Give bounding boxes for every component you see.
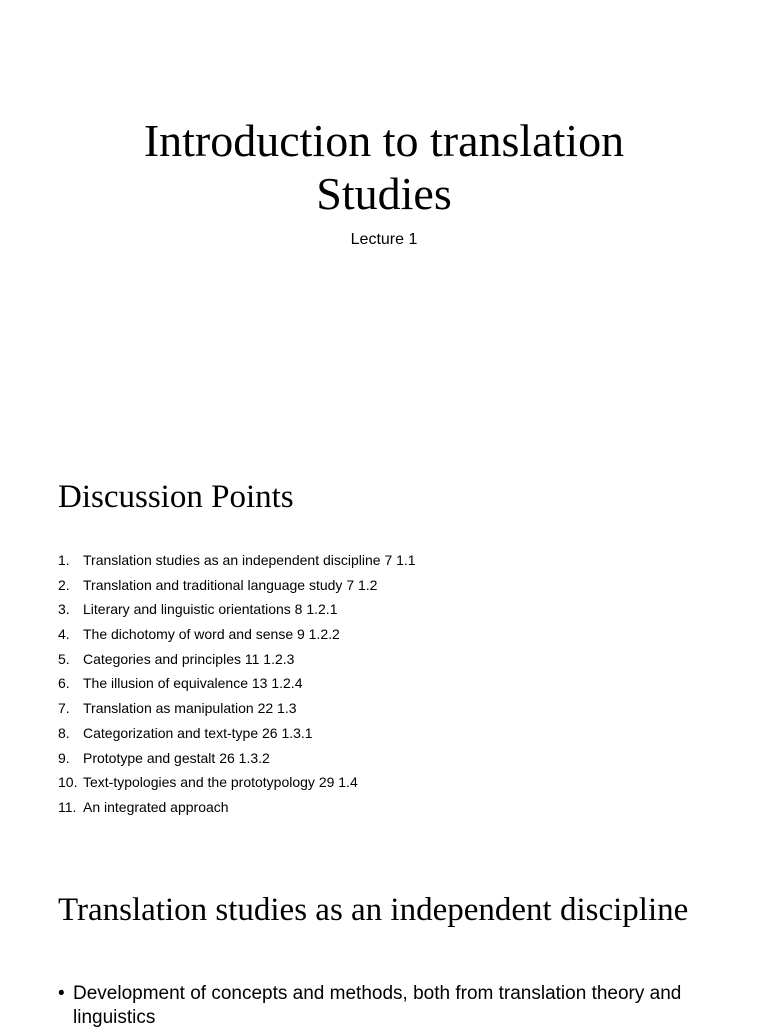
item-number: 9.	[58, 749, 70, 766]
presentation-title	[0, 114, 768, 220]
item-text: The illusion of equivalence 13 1.2.4	[83, 675, 303, 692]
bullet-icon: •	[58, 983, 65, 1004]
item-text: Translation as manipulation 22 1.3	[83, 700, 297, 717]
item-number: 4.	[58, 626, 70, 643]
list-item	[58, 671, 416, 696]
list-item	[58, 721, 416, 746]
list-item	[58, 573, 416, 598]
list-item	[58, 696, 416, 721]
list-item	[58, 795, 416, 820]
list-item	[58, 647, 416, 672]
item-number: 6.	[58, 675, 70, 692]
bullet-list	[58, 982, 738, 1030]
discussion-heading: Discussion Points	[58, 479, 294, 515]
item-text: Text-typologies and the prototypology 29 1.4	[83, 774, 358, 791]
translation-studies-slide	[0, 860, 768, 1028]
discussion-slide	[0, 420, 768, 860]
item-text: The dichotomy of word and sense 9 1.2.2	[83, 626, 340, 643]
bullet-item	[58, 982, 738, 1030]
item-text: Translation and traditional language study 7 1.2	[83, 576, 378, 593]
item-text: An integrated approach	[83, 798, 229, 815]
item-number: 7.	[58, 700, 70, 717]
item-text: Prototype and gestalt 26 1.3.2	[83, 749, 270, 766]
title-slide	[0, 0, 768, 420]
item-text: Literary and linguistic orientations 8 1.2.1	[83, 601, 338, 618]
list-item	[58, 622, 416, 647]
item-number: 11.	[58, 798, 77, 815]
item-text: Translation studies as an independent discipline 7 1.1	[83, 552, 416, 568]
item-number: 5.	[58, 650, 70, 667]
item-number: 3.	[58, 601, 70, 618]
item-number: 10.	[58, 774, 78, 791]
translation-studies-heading: Translation studies as an independent discipline	[58, 892, 689, 928]
title-line-1: Introduction to translation	[143, 115, 625, 166]
item-number: 1.	[58, 552, 70, 568]
list-item	[58, 548, 416, 573]
item-text: Categorization and text-type 26 1.3.1	[83, 724, 313, 741]
bullet-text: Development of concepts and methods, both from translation theory and linguistics	[73, 983, 682, 1028]
item-number: 8.	[58, 724, 70, 741]
lecture-subtitle: Lecture 1	[350, 231, 418, 248]
list-item	[58, 746, 416, 771]
item-number: 2.	[58, 576, 70, 593]
list-item	[58, 770, 416, 795]
discussion-points-list	[58, 548, 416, 820]
list-item	[58, 597, 416, 622]
item-text: Categories and principles 11 1.2.3	[83, 650, 295, 667]
title-line-2: Studies	[316, 168, 452, 219]
